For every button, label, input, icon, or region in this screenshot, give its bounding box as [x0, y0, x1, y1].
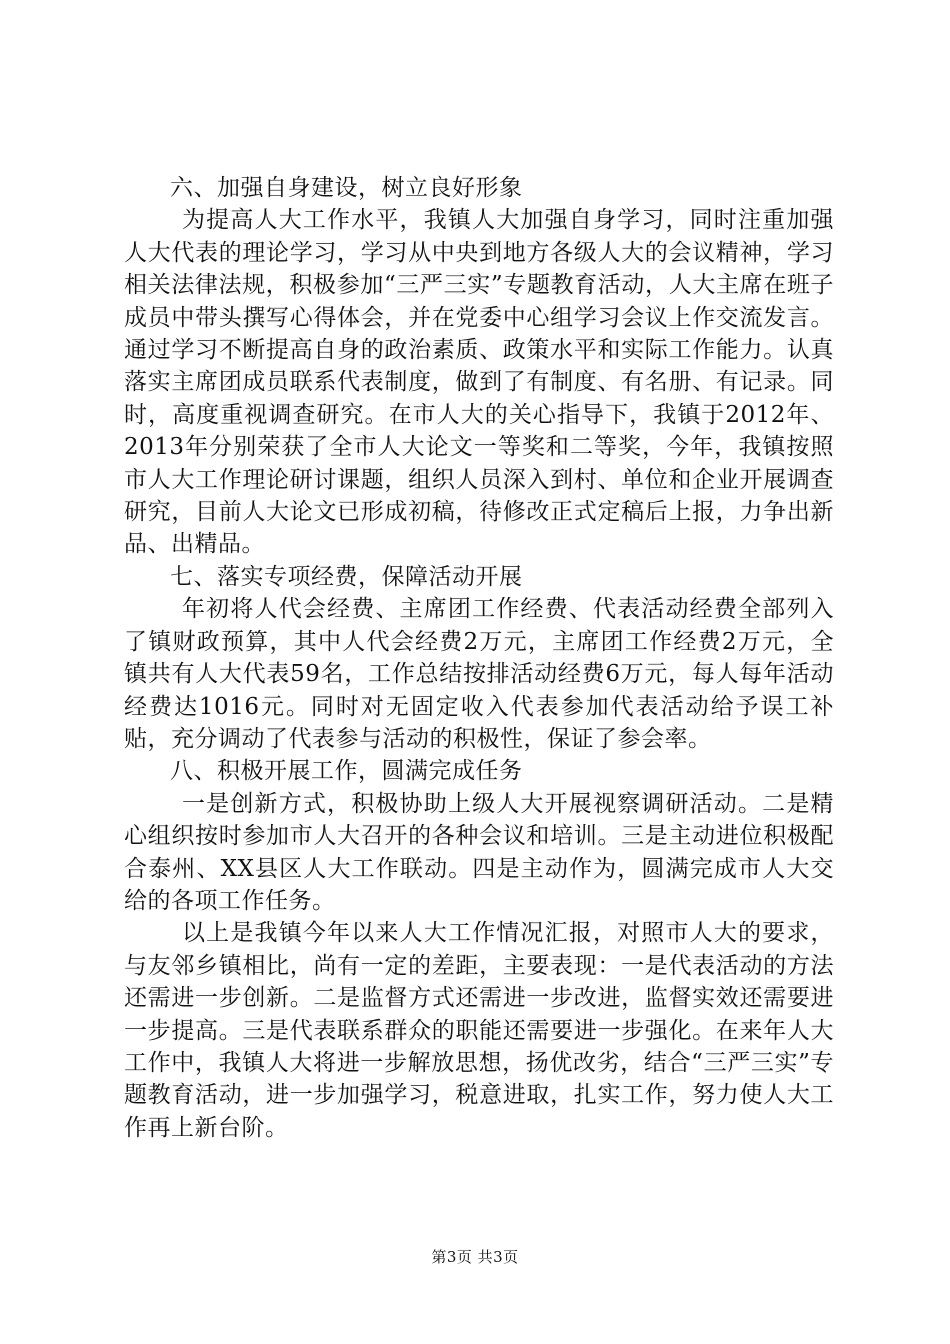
- body-paragraph: 年初将人代会经费、主席团工作经费、代表活动经费全部列入了镇财政预算，其中人代会经费2万元，主席团工作经费2万元，全镇共有人大代表59名，工作总结按排活动经费6万元，每人每年活动经费达1016元。同时对无固定收入代表参加代表活动给予误工补贴，充分调动了代表参与活动的积极性，保证了参会率。: [124, 596, 834, 752]
- summary-paragraph: 以上是我镇今年以来人大工作情况汇报，对照市人大的要求，与友邻乡镇相比，尚有一定的差距，主要表现：一是代表活动的方法还需进一步创新。二是监督方式还需进一步改进，监督实效还需要进一步提高。三是代表联系群众的职能还需要进一步强化。在来年人大工作中，我镇人大将进一步解放思想，扬优改劣，结合“三严三实”专题教育活动，进一步加强学习，税意进取，扎实工作，努力使人大工作再上新台阶。: [124, 920, 834, 1141]
- section-heading: 六、加强自身建设，树立良好形象: [170, 175, 523, 201]
- section-heading: 七、落实专项经费，保障活动开展: [170, 563, 523, 590]
- section-6: [124, 172, 834, 561]
- body-paragraph: 一是创新方式，积极协助上级人大开展视察调研活动。二是精心组织按时参加市人大召开的各种会议和培训。三是主动进位积极配合泰州、XX县区人大工作联动。四是主动作为，圆满完成市人大交给的各项工作任务。: [124, 790, 834, 914]
- document-body: [124, 172, 834, 1144]
- page-number-footer: 第3页 共3页: [431, 1248, 519, 1266]
- body-paragraph: 为提高人大工作水平，我镇人大加强自身学习，同时注重加强人大代表的理论学习，学习从中央到地方各级人大的会议精神，学习相关法律法规，积极参加“三严三实”专题教育活动，人大主席在班子成员中带头撰写心得体会，并在党委中心组学习会议上作交流发言。通过学习不断提高自身的政治素质、政策水平和实际工作能力。认真落实主席团成员联系代表制度，做到了有制度、有名册、有记录。同时，高度重视调查研究。在市人大的关心指导下，我镇于2012年、2013年分别荣获了全市人大论文一等奖和二等奖，今年，我镇按照市人大工作理论研讨课题，组织人员深入到村、单位和企业开展调查研究，目前人大论文已形成初稿，待修改正式定稿后上报，力争出新品、出精品。: [124, 207, 834, 558]
- section-8: [124, 755, 834, 1144]
- section-7: [124, 561, 834, 755]
- section-heading: 八、积极开展工作，圆满完成任务: [170, 758, 523, 785]
